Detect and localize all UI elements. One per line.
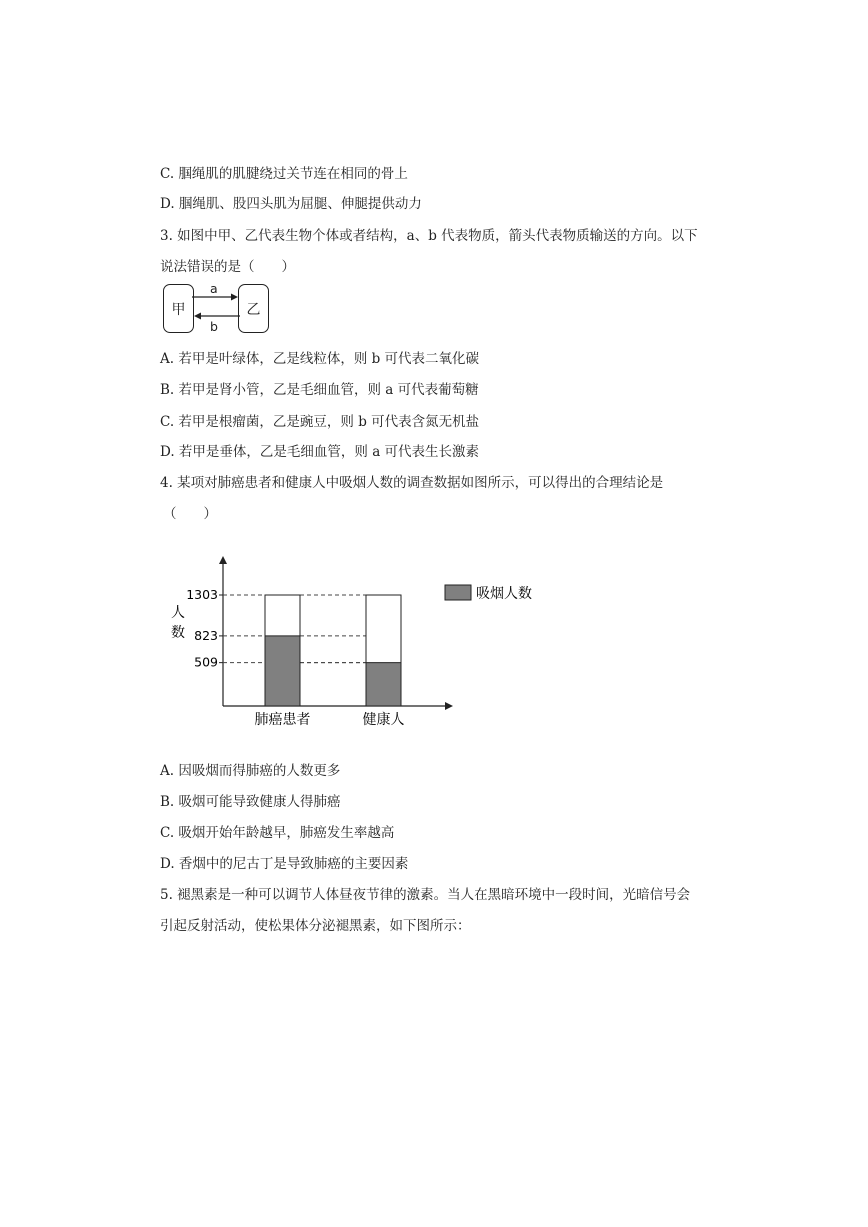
q4-option-c: C. 吸烟开始年龄越早，肺癌发生率越高 (160, 825, 395, 841)
bar-smoking (366, 663, 401, 706)
legend-label: 吸烟人数 (476, 586, 532, 602)
legend-swatch (445, 585, 471, 600)
box-jia: 甲 (163, 284, 194, 333)
x-axis-arrowhead (445, 702, 453, 710)
y-axis-label-part2: 数 (171, 625, 185, 641)
q3-option-a: A. 若甲是叶绿体，乙是线粒体，则 b 可代表二氧化碳 (160, 351, 480, 367)
q3-option-b: B. 若甲是肾小管，乙是毛细血管，则 a 可代表葡萄糖 (160, 382, 479, 398)
q4-option-b: B. 吸烟可能导致健康人得肺癌 (160, 794, 341, 810)
arrow-a-head (231, 294, 238, 301)
q3-stem-line1: 3. 如图中甲、乙代表生物个体或者结构，a、b 代表物质，箭头代表物质输送的方向。以下 (160, 228, 698, 244)
q3-option-d: D. 若甲是垂体，乙是毛细血管，则 a 可代表生长激素 (160, 444, 480, 460)
q4-stem-line1: 4. 某项对肺癌患者和健康人中吸烟人数的调查数据如图所示，可以得出的合理结论是 (160, 475, 664, 491)
x-category-label: 肺癌患者 (254, 712, 311, 728)
q3-option-c: C. 若甲是根瘤菌，乙是豌豆，则 b 可代表含氮无机盐 (160, 414, 480, 430)
arrow-b-head (194, 313, 201, 320)
q5-stem-line2: 引起反射活动，使松果体分泌褪黑素，如下图所示： (160, 918, 471, 934)
q2-option-d: D. 腘绳肌、股四头肌为屈腿、伸腿提供动力 (160, 196, 422, 212)
q4-stem-line2: （ ） (163, 506, 217, 522)
smoking-bar-chart (160, 550, 560, 735)
box-yi: 乙 (238, 284, 269, 333)
q4-option-d: D. 香烟中的尼古丁是导致肺癌的主要因素 (160, 856, 409, 872)
q5-stem-line1: 5. 褪黑素是一种可以调节人体昼夜节律的激素。当人在黑暗环境中一段时间，光暗信号会 (160, 887, 691, 903)
y-axis-arrowhead (219, 556, 227, 564)
arrow-a-label: a (210, 281, 218, 296)
bar-smoking (265, 636, 300, 706)
x-category-label: 健康人 (362, 712, 405, 728)
y-tick-label: 509 (194, 654, 218, 670)
arrow-b-label: b (210, 319, 218, 334)
q2-option-c: C. 腘绳肌的肌腱绕过关节连在相同的骨上 (160, 166, 408, 182)
q4-option-a: A. 因吸烟而得肺癌的人数更多 (160, 763, 341, 779)
y-tick-label: 823 (194, 627, 218, 643)
q3-stem-line2: 说法错误的是（ ） (160, 259, 295, 275)
y-tick-label: 1303 (186, 587, 218, 602)
y-axis-label-part1: 人 (171, 605, 185, 621)
